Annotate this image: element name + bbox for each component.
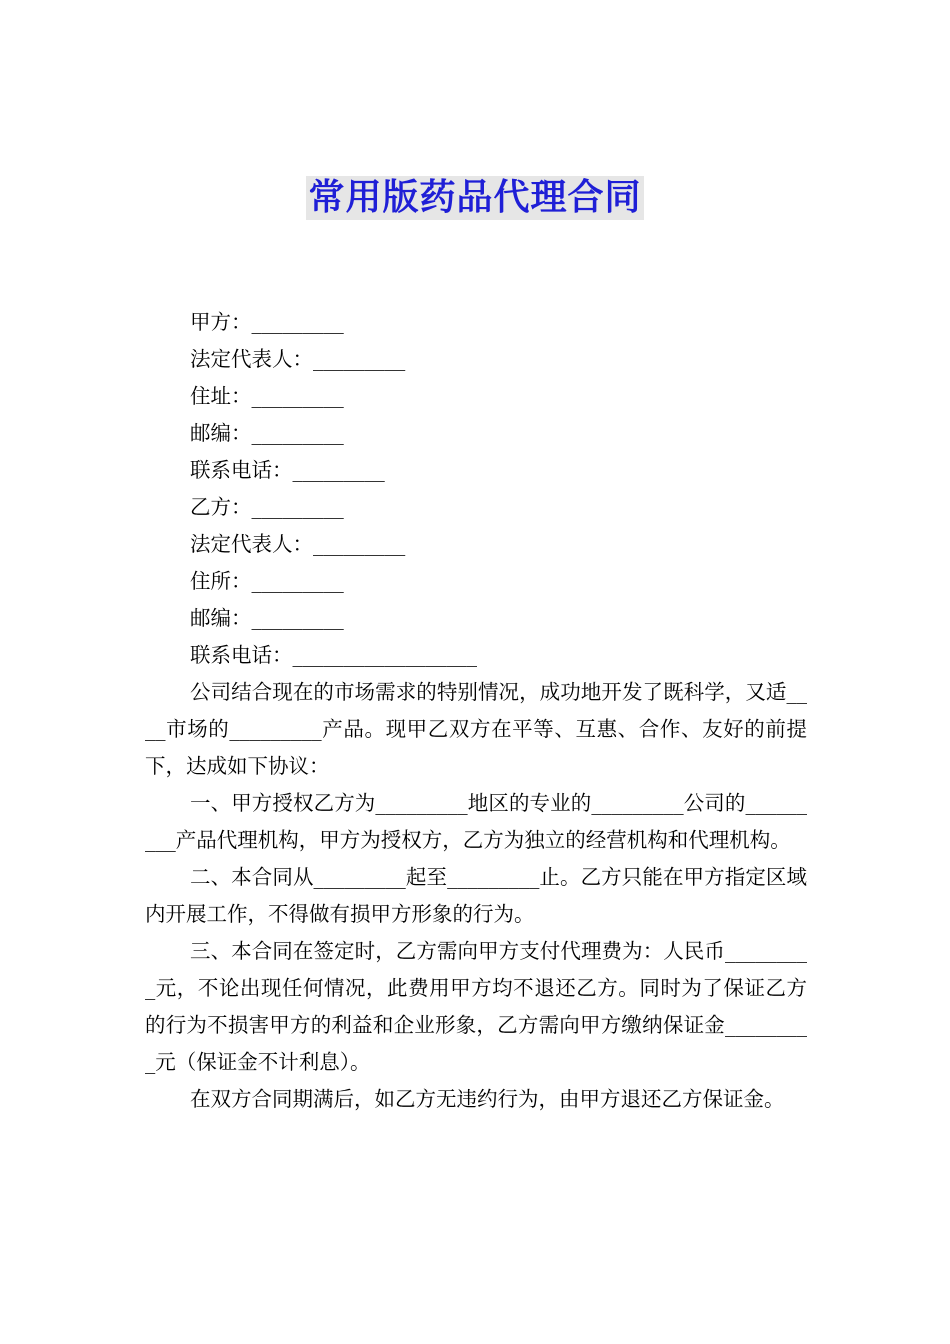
- party-a-legal-rep-field: [145, 341, 807, 378]
- document-title: 常用版药品代理合同: [308, 177, 642, 218]
- field-label: 法定代表人：: [190, 347, 313, 371]
- field-blank: _________: [313, 532, 406, 556]
- field-blank: __________________: [292, 643, 477, 667]
- title-container: [0, 176, 950, 220]
- field-blank: _________: [251, 569, 344, 593]
- party-b-address-field: [145, 563, 807, 600]
- field-blank: _________: [251, 421, 344, 445]
- field-label: 邮编：: [190, 606, 252, 630]
- party-a-phone-field: [145, 452, 807, 489]
- party-b-legal-rep-field: [145, 526, 807, 563]
- field-label: 甲方：: [190, 310, 252, 334]
- field-label: 住址：: [190, 384, 252, 408]
- party-b-postcode-field: [145, 600, 807, 637]
- field-blank: _________: [251, 495, 344, 519]
- clause-1-paragraph: 一、甲方授权乙方为_________地区的专业的_________公司的_________产品代理机构，甲方为授权方，乙方为独立的经营机构和代理机构。: [145, 791, 807, 852]
- field-label: 邮编：: [190, 421, 252, 445]
- party-b-phone-field: [145, 637, 807, 674]
- field-blank: _________: [251, 606, 344, 630]
- field-label: 乙方：: [190, 495, 252, 519]
- field-blank: _________: [292, 458, 385, 482]
- field-blank: _________: [251, 384, 344, 408]
- party-a-postcode-field: [145, 415, 807, 452]
- clause-3-paragraph: 三、本合同在签定时，乙方需向甲方支付代理费为：人民币_________元，不论出现任何情况，此费用甲方均不退还乙方。同时为了保证乙方的行为不损害甲方的利益和企业形象，乙方需向甲方缴纳保证金_________元（保证金不计利息）。: [145, 939, 807, 1074]
- deposit-refund-paragraph: 在双方合同期满后，如乙方无违约行为，由甲方退还乙方保证金。: [190, 1087, 785, 1111]
- field-blank: _________: [313, 347, 406, 371]
- party-a-address-field: [145, 378, 807, 415]
- field-blank: _________: [251, 310, 344, 334]
- field-label: 联系电话：: [190, 643, 293, 667]
- party-a-field: [145, 304, 807, 341]
- preamble-paragraph: 公司结合现在的市场需求的特别情况，成功地开发了既科学，又适____市场的_________产品。现甲乙双方在平等、互惠、合作、友好的前提下，达成如下协议：: [145, 680, 807, 778]
- clause-2-paragraph: 二、本合同从_________起至_________止。乙方只能在甲方指定区域内开展工作，不得做有损甲方形象的行为。: [145, 865, 807, 926]
- field-label: 联系电话：: [190, 458, 293, 482]
- field-label: 法定代表人：: [190, 532, 313, 556]
- field-label: 住所：: [190, 569, 252, 593]
- party-b-field: [145, 489, 807, 526]
- contract-body: [145, 304, 807, 1118]
